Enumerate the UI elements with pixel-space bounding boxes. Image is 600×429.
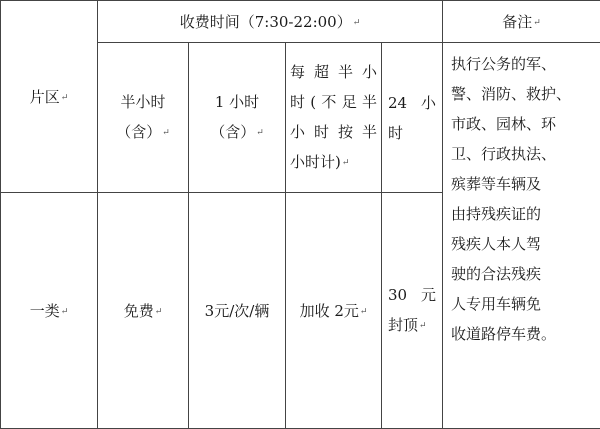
one-hour-fee-cell: [189, 193, 286, 429]
paragraph-mark: ↵: [60, 93, 69, 103]
fee-time-header: 收费时间（7:30-22:00）: [179, 13, 352, 31]
extra-fee-value: 加收 2元: [299, 302, 359, 320]
paragraph-mark: ↵: [256, 128, 264, 138]
one-hour-header-line: （含）: [210, 123, 256, 141]
paragraph-mark: ↵: [533, 18, 541, 28]
extra-header-line: 小时按半: [290, 123, 377, 141]
fee-time-header-cell: [98, 1, 443, 43]
zone-value: 一类: [29, 302, 60, 320]
paragraph-mark: ↵: [352, 18, 361, 28]
full-day-header-line: 24 小: [388, 93, 437, 112]
zone-header-cell: [1, 1, 98, 193]
half-hour-header-cell: [98, 43, 189, 193]
remarks-line: 残疾人本人驾: [451, 235, 542, 253]
half-hour-header-line: （含）: [116, 123, 162, 141]
remarks-header-cell: [443, 1, 600, 43]
extra-header-line: 小时计): [290, 153, 341, 171]
one-hour-header-cell: [189, 43, 286, 193]
remarks-line: 执行公务的军、: [451, 55, 557, 73]
remarks-header: 备注: [502, 13, 533, 31]
paragraph-mark: ↵: [154, 307, 163, 317]
full-day-header-cell: [382, 43, 443, 193]
full-day-header-line: 时: [388, 123, 404, 142]
half-hour-header-line: 半小时: [120, 93, 166, 111]
zone-header: 片区: [29, 88, 60, 106]
half-hour-fee-cell: [98, 193, 189, 429]
remarks-line: 驶的合法残疾: [451, 265, 542, 283]
remarks-line: 由持残疾证的: [451, 205, 542, 223]
paragraph-mark: ↵: [162, 128, 170, 138]
extra-header-line: 每超半小: [290, 63, 377, 81]
zone-cell: [1, 193, 98, 429]
one-hour-fee-value: 3元/次/辆: [204, 302, 270, 320]
daily-cap-cell: [382, 193, 443, 429]
remarks-line: 人专用车辆免: [451, 295, 542, 313]
paragraph-mark: ↵: [60, 307, 69, 317]
remarks-line: 警、消防、救护、: [451, 85, 572, 103]
remarks-cell: [443, 43, 600, 429]
half-hour-fee-value: 免费: [123, 302, 154, 320]
daily-cap-line: 30 元: [388, 286, 437, 304]
extra-header-line: 时(不足半: [290, 93, 377, 111]
paragraph-mark: ↵: [359, 307, 368, 317]
remarks-line: 殡葬等车辆及: [451, 175, 542, 193]
remarks-line: 收道路停车费。: [451, 325, 557, 343]
remarks-line: 卫、行政执法、: [451, 145, 557, 163]
paragraph-mark: ↵: [419, 321, 427, 331]
paragraph-mark: ↵: [341, 158, 350, 168]
extra-fee-cell: [286, 193, 382, 429]
daily-cap-line: 封顶: [388, 316, 419, 334]
extra-half-hour-header-cell: [286, 43, 382, 193]
remarks-line: 市政、园林、环: [451, 115, 557, 133]
one-hour-header-line: 1 小时: [214, 93, 260, 111]
